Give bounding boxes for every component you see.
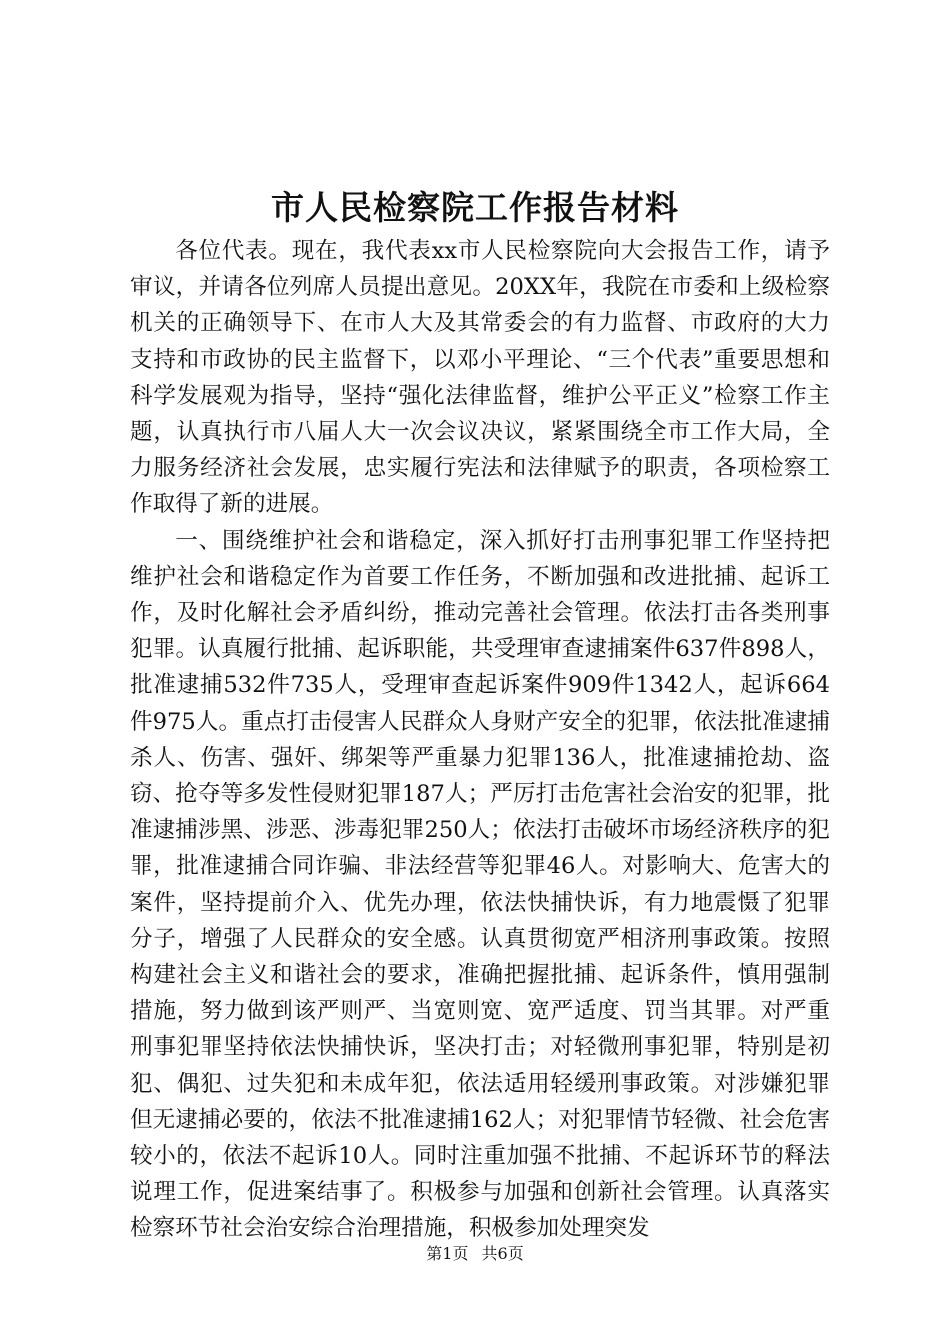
- paragraph-intro: 各位代表。现在，我代表xx市人民检察院向大会报告工作，请予审议，并请各位列席人员提出意见。20XX年，我院在市委和上级检察机关的正确领导下、在市人大及其常委会的有力监督、市政府的大力支持和市政协的民主监督下，以邓小平理论、“三个代表”重要思想和科学发展观为指导，坚持“强化法律监督，维护公平正义”检察工作主题，认真执行市八届人大一次会议决议，紧紧围绕全市工作大局，全力服务经济社会发展，忠实履行宪法和法律赋予的职责，各项检察工作取得了新的进展。: [130, 238, 830, 518]
- paragraph-section-one: 一、围绕维护社会和谐稳定，深入抓好打击刑事犯罪工作坚持把维护社会和谐稳定作为首要工作任务，不断加强和改进批捕、起诉工作，及时化解社会矛盾纠纷，推动完善社会管理。依法打击各类刑事犯罪。认真履行批捕、起诉职能，共受理审查逮捕案件637件898人，批准逮捕532件735人，受理审查起诉案件909件1342人，起诉664件975人。重点打击侵害人民群众人身财产安全的犯罪，依法批准逮捕杀人、伤害、强奸、绑架等严重暴力犯罪136人，批准逮捕抢劫、盗窃、抢夺等多发性侵财犯罪187人；严厉打击危害社会治安的犯罪，批准逮捕涉黑、涉恶、涉毒犯罪250人；依法打击破坏市场经济秩序的犯罪，批准逮捕合同诈骗、非法经营等犯罪46人。对影响大、危害大的案件，坚持提前介入、优先办理，依法快捕快诉，有力地震慑了犯罪分子，增强了人民群众的安全感。认真贯彻宽严相济刑事政策。按照构建社会主义和谐社会的要求，准确把握批捕、起诉条件，慎用强制措施，努力做到该严则严、当宽则宽、宽严适度、罚当其罪。对严重刑事犯罪坚持依法快捕快诉，坚决打击；对轻微刑事犯罪，特别是初犯、偶犯、过失犯和未成年犯，依法适用轻缓刑事政策。对涉嫌犯罪但无逮捕必要的，依法不批准逮捕162人；对犯罪情节轻微、社会危害较小的，依法不起诉10人。同时注重加强不批捕、不起诉环节的释法说理工作，促进案结事了。积极参与加强和创新社会管理。认真落实检察环节社会治安综合治理措施，积极参加处理突发: [130, 527, 830, 1242]
- document-body: [130, 233, 830, 1247]
- page-title: 市人民检察院工作报告材料: [271, 188, 679, 227]
- page-number: 第1页: [426, 1244, 469, 1263]
- page-total: 共6页: [481, 1244, 524, 1263]
- page-footer: [0, 1243, 950, 1265]
